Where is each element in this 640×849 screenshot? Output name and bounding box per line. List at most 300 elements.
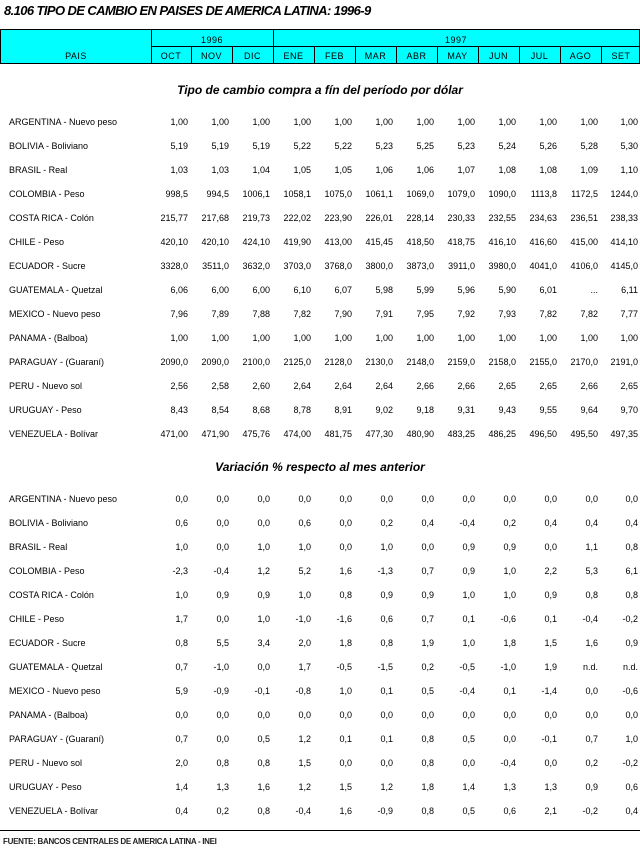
value-cell: 5,5 — [216, 638, 229, 648]
country-label: URUGUAY - Peso — [9, 405, 82, 415]
country-label: ECUADOR - Sucre — [9, 638, 86, 648]
value-cell: 1,03 — [170, 165, 188, 175]
header-month-may: MAY — [447, 51, 468, 61]
value-cell: 1,1 — [585, 542, 598, 552]
value-cell: 1,5 — [339, 782, 352, 792]
value-cell: 0,9 — [462, 542, 475, 552]
value-cell: 9,70 — [620, 405, 638, 415]
value-cell: 1,6 — [585, 638, 598, 648]
value-cell: 480,90 — [406, 429, 434, 439]
value-cell: 8,68 — [252, 405, 270, 415]
value-cell: 0,9 — [257, 590, 270, 600]
value-cell: 1,6 — [339, 566, 352, 576]
value-cell: 3800,0 — [365, 261, 393, 271]
value-cell: 0,8 — [585, 590, 598, 600]
value-cell: 2100,0 — [242, 357, 270, 367]
table-row — [0, 758, 640, 772]
value-cell: 1,0 — [462, 638, 475, 648]
value-cell: 1,8 — [421, 782, 434, 792]
country-label: ARGENTINA - Nuevo peso — [9, 494, 118, 504]
value-cell: 418,75 — [447, 237, 475, 247]
value-cell: 1,0 — [503, 566, 516, 576]
table-row — [0, 309, 640, 323]
country-label: VENEZUELA - Bolívar — [9, 806, 99, 816]
table-row — [0, 381, 640, 395]
value-cell: 0,0 — [257, 518, 270, 528]
value-cell: -0,4 — [500, 758, 516, 768]
value-cell: 6,01 — [539, 285, 557, 295]
value-cell: 1,00 — [252, 117, 270, 127]
value-cell: 4145,0 — [610, 261, 638, 271]
value-cell: 0,0 — [216, 518, 229, 528]
value-cell: 0,9 — [544, 590, 557, 600]
table-row — [0, 614, 640, 628]
value-cell: 0,0 — [216, 542, 229, 552]
value-cell: 0,7 — [175, 734, 188, 744]
value-cell: 0,9 — [585, 782, 598, 792]
value-cell: 5,99 — [416, 285, 434, 295]
value-cell: 0,0 — [544, 710, 557, 720]
value-cell: 7,88 — [252, 309, 270, 319]
value-cell: 3873,0 — [406, 261, 434, 271]
value-cell: 6,07 — [334, 285, 352, 295]
table-row — [0, 806, 640, 820]
value-cell: 1,7 — [298, 662, 311, 672]
value-cell: 416,10 — [488, 237, 516, 247]
value-cell: 1,4 — [175, 782, 188, 792]
value-cell: 3511,0 — [202, 261, 229, 271]
value-cell: 8,54 — [211, 405, 229, 415]
value-cell: 0,2 — [421, 662, 434, 672]
value-cell: 0,0 — [216, 710, 229, 720]
value-cell: 0,2 — [585, 758, 598, 768]
value-cell: 1,0 — [298, 590, 311, 600]
table-row — [0, 734, 640, 748]
value-cell: 0,0 — [257, 710, 270, 720]
value-cell: 6,06 — [170, 285, 188, 295]
value-cell: 1,0 — [462, 590, 475, 600]
value-cell: -0,2 — [622, 614, 638, 624]
value-cell: 1244,0 — [610, 189, 638, 199]
value-cell: 2,2 — [544, 566, 557, 576]
value-cell: 0,8 — [380, 638, 393, 648]
value-cell: 0,1 — [380, 734, 393, 744]
value-cell: -0,5 — [336, 662, 352, 672]
table-row — [0, 542, 640, 556]
value-cell: 222,02 — [283, 213, 311, 223]
value-cell: 7,82 — [580, 309, 598, 319]
country-label: PERU - Nuevo sol — [9, 381, 83, 391]
value-cell: 0,9 — [380, 590, 393, 600]
source-footer: FUENTE: BANCOS CENTRALES DE AMERICA LATINA - INEI — [3, 837, 217, 846]
value-cell: 6,00 — [211, 285, 229, 295]
value-cell: 0,0 — [544, 542, 557, 552]
value-cell: 0,8 — [257, 758, 270, 768]
value-cell: 7,77 — [620, 309, 638, 319]
value-cell: 3,4 — [257, 638, 270, 648]
value-cell: -0,4 — [459, 518, 475, 528]
table-row — [0, 357, 640, 371]
value-cell: 1075,0 — [324, 189, 352, 199]
value-cell: n.d. — [622, 662, 638, 672]
value-cell: 4041,0 — [529, 261, 557, 271]
value-cell: 0,9 — [625, 638, 638, 648]
value-cell: 0,0 — [175, 494, 188, 504]
value-cell: -0,9 — [213, 686, 229, 696]
header-month-oct: OCT — [160, 51, 182, 61]
value-cell: 9,55 — [539, 405, 557, 415]
value-cell: 2,64 — [293, 381, 311, 391]
value-cell: 0,0 — [216, 734, 229, 744]
header-year-1996: 1996 — [200, 35, 224, 45]
value-cell: 1,0 — [257, 614, 270, 624]
value-cell: 0,1 — [544, 614, 557, 624]
value-cell: 7,93 — [498, 309, 516, 319]
value-cell: 2,66 — [416, 381, 434, 391]
value-cell: 1,09 — [580, 165, 598, 175]
value-cell: 0,0 — [544, 758, 557, 768]
value-cell: 1,0 — [257, 542, 270, 552]
value-cell: 0,5 — [462, 734, 475, 744]
value-cell: 0,1 — [503, 686, 516, 696]
value-cell: 1,06 — [375, 165, 393, 175]
country-label: PANAMA - (Balboa) — [9, 333, 88, 343]
country-label: ARGENTINA - Nuevo peso — [9, 117, 118, 127]
value-cell: 226,01 — [365, 213, 393, 223]
value-cell: 3768,0 — [324, 261, 352, 271]
table-title: 8.106 TIPO DE CAMBIO EN PAISES DE AMERICA LATINA: 1996-9 — [4, 3, 371, 18]
country-label: MEXICO - Nuevo peso — [9, 309, 101, 319]
country-label: COLOMBIA - Peso — [9, 566, 85, 576]
value-cell: 1113,8 — [530, 189, 557, 199]
value-cell: 232,55 — [488, 213, 516, 223]
table-row — [0, 518, 640, 532]
country-label: BRASIL - Real — [9, 542, 68, 552]
value-cell: 2130,0 — [365, 357, 393, 367]
value-cell: -1,6 — [336, 614, 352, 624]
country-label: COLOMBIA - Peso — [9, 189, 85, 199]
value-cell: 1,00 — [416, 333, 434, 343]
header-month-ago: AGO — [569, 51, 592, 61]
value-cell: 5,90 — [498, 285, 516, 295]
value-cell: 6,10 — [293, 285, 311, 295]
table-row — [0, 782, 640, 796]
value-cell: 496,50 — [529, 429, 557, 439]
value-cell: 3703,0 — [283, 261, 311, 271]
value-cell: 416,60 — [529, 237, 557, 247]
value-cell: 1,00 — [457, 117, 475, 127]
country-label: BRASIL - Real — [9, 165, 68, 175]
value-cell: 0,0 — [380, 494, 393, 504]
value-cell: 0,6 — [175, 518, 188, 528]
value-cell: 481,75 — [324, 429, 352, 439]
table-row — [0, 141, 640, 155]
country-label: PERU - Nuevo sol — [9, 758, 83, 768]
value-cell: 1,2 — [298, 782, 311, 792]
value-cell: 0,0 — [339, 518, 352, 528]
value-cell: 1,05 — [334, 165, 352, 175]
table-row — [0, 285, 640, 299]
value-cell: 1,07 — [457, 165, 475, 175]
value-cell: 1,0 — [339, 686, 352, 696]
value-cell: 1,00 — [211, 333, 229, 343]
value-cell: 1090,0 — [488, 189, 516, 199]
value-cell: 0,2 — [503, 518, 516, 528]
value-cell: 0,7 — [421, 614, 434, 624]
country-label: MEXICO - Nuevo peso — [9, 686, 101, 696]
value-cell: 994,5 — [206, 189, 229, 199]
value-cell: 2158,0 — [488, 357, 516, 367]
value-cell: 0,8 — [421, 734, 434, 744]
value-cell: 0,0 — [503, 734, 516, 744]
country-label: CHILE - Peso — [9, 237, 65, 247]
value-cell: 5,2 — [298, 566, 311, 576]
value-cell: 2148,0 — [406, 357, 434, 367]
table-row — [0, 638, 640, 652]
value-cell: 223,90 — [324, 213, 352, 223]
value-cell: 7,91 — [375, 309, 393, 319]
value-cell: 486,25 — [488, 429, 516, 439]
value-cell: -0,5 — [459, 662, 475, 672]
value-cell: 415,45 — [365, 237, 393, 247]
value-cell: 0,6 — [298, 518, 311, 528]
value-cell: -0,4 — [459, 686, 475, 696]
value-cell: 1,0 — [503, 590, 516, 600]
table-row — [0, 686, 640, 700]
value-cell: 1,00 — [170, 117, 188, 127]
value-cell: 0,8 — [216, 758, 229, 768]
header-month-feb: FEB — [324, 51, 344, 61]
value-cell: 0,0 — [380, 758, 393, 768]
value-cell: 1,03 — [211, 165, 229, 175]
value-cell: 420,10 — [160, 237, 188, 247]
value-cell: 0,0 — [503, 710, 516, 720]
value-cell: 5,19 — [252, 141, 270, 151]
table-row — [0, 117, 640, 131]
value-cell: 2128,0 — [324, 357, 352, 367]
value-cell: 0,1 — [380, 686, 393, 696]
value-cell: 2,66 — [580, 381, 598, 391]
value-cell: 1061,1 — [365, 189, 393, 199]
value-cell: -0,4 — [295, 806, 311, 816]
value-cell: 0,4 — [625, 518, 638, 528]
value-cell: 7,90 — [334, 309, 352, 319]
value-cell: 0,0 — [257, 494, 270, 504]
value-cell: 1,00 — [375, 117, 393, 127]
value-cell: 5,3 — [585, 566, 598, 576]
value-cell: 9,02 — [375, 405, 393, 415]
value-cell: 5,28 — [580, 141, 598, 151]
value-cell: 5,22 — [334, 141, 352, 151]
country-label: ECUADOR - Sucre — [9, 261, 86, 271]
value-cell: 0,9 — [421, 590, 434, 600]
value-cell: 1,4 — [462, 782, 475, 792]
value-cell: 238,33 — [610, 213, 638, 223]
country-label: BOLIVIA - Boliviano — [9, 518, 89, 528]
section-title: Tipo de cambio compra a fín del período por dólar — [177, 83, 463, 97]
value-cell: 474,00 — [283, 429, 311, 439]
value-cell: 0,0 — [380, 710, 393, 720]
table-row — [0, 213, 640, 227]
value-cell: 471,90 — [201, 429, 229, 439]
value-cell: 1,00 — [334, 333, 352, 343]
value-cell: 0,2 — [216, 806, 229, 816]
value-cell: -0,4 — [582, 614, 598, 624]
value-cell: 8,91 — [334, 405, 352, 415]
value-cell: 1,00 — [620, 333, 638, 343]
value-cell: -0,6 — [622, 686, 638, 696]
table-row — [0, 590, 640, 604]
value-cell: 5,98 — [375, 285, 393, 295]
value-cell: 1,8 — [339, 638, 352, 648]
value-cell: 2,60 — [252, 381, 270, 391]
value-cell: 0,0 — [421, 542, 434, 552]
value-cell: 998,5 — [165, 189, 188, 199]
value-cell: 0,8 — [421, 758, 434, 768]
value-cell: 3980,0 — [488, 261, 516, 271]
value-cell: 7,95 — [416, 309, 434, 319]
value-cell: 424,10 — [242, 237, 270, 247]
table-row — [0, 710, 640, 724]
value-cell: 1,3 — [503, 782, 516, 792]
value-cell: 1,00 — [580, 117, 598, 127]
value-cell: 1,00 — [498, 333, 516, 343]
value-cell: n.d. — [582, 662, 598, 672]
value-cell: 0,4 — [585, 518, 598, 528]
value-cell: 0,7 — [175, 662, 188, 672]
value-cell: 9,43 — [498, 405, 516, 415]
value-cell: 0,0 — [585, 494, 598, 504]
table-row — [0, 566, 640, 580]
value-cell: 0,6 — [503, 806, 516, 816]
header-pais: PAIS — [65, 51, 87, 61]
value-cell: 0,0 — [339, 710, 352, 720]
table-row — [0, 494, 640, 508]
value-cell: 9,18 — [416, 405, 434, 415]
value-cell: 5,25 — [416, 141, 434, 151]
value-cell: 1,0 — [625, 734, 638, 744]
table-row — [0, 333, 640, 347]
value-cell: 219,73 — [242, 213, 270, 223]
value-cell: 415,00 — [570, 237, 598, 247]
value-cell: 1,0 — [380, 542, 393, 552]
value-cell: 471,00 — [160, 429, 188, 439]
value-cell: -0,2 — [582, 806, 598, 816]
country-label: VENEZUELA - Bolívar — [9, 429, 99, 439]
header-month-jun: JUN — [489, 51, 508, 61]
value-cell: -0,4 — [213, 566, 229, 576]
value-cell: 413,00 — [324, 237, 352, 247]
value-cell: 0,0 — [339, 542, 352, 552]
value-cell: 420,10 — [201, 237, 229, 247]
header-year-1997: 1997 — [444, 35, 468, 45]
value-cell: 3328,0 — [160, 261, 188, 271]
value-cell: 2090,0 — [201, 357, 229, 367]
value-cell: 1,00 — [620, 117, 638, 127]
value-cell: 0,5 — [462, 806, 475, 816]
value-cell: 1,00 — [252, 333, 270, 343]
value-cell: 1,00 — [457, 333, 475, 343]
value-cell: 1,08 — [539, 165, 557, 175]
value-cell: 9,64 — [580, 405, 598, 415]
value-cell: 0,6 — [625, 782, 638, 792]
value-cell: 3632,0 — [242, 261, 270, 271]
value-cell: -0,8 — [295, 686, 311, 696]
value-cell: 0,7 — [585, 734, 598, 744]
value-cell: 0,8 — [625, 542, 638, 552]
value-cell: -2,3 — [172, 566, 188, 576]
value-cell: 483,25 — [447, 429, 475, 439]
value-cell: 1,6 — [339, 806, 352, 816]
value-cell: 1,9 — [421, 638, 434, 648]
value-cell: 2191,0 — [610, 357, 638, 367]
value-cell: 495,50 — [570, 429, 598, 439]
table-row — [0, 662, 640, 676]
value-cell: 2,65 — [620, 381, 638, 391]
value-cell: 0,0 — [462, 710, 475, 720]
value-cell: 1,2 — [298, 734, 311, 744]
bottom-rule — [0, 830, 640, 831]
value-cell: 1,00 — [416, 117, 434, 127]
value-cell: 0,0 — [421, 710, 434, 720]
value-cell: 5,19 — [170, 141, 188, 151]
header-month-mar: MAR — [364, 51, 387, 61]
value-cell: 2155,0 — [529, 357, 557, 367]
value-cell: 0,6 — [380, 614, 393, 624]
country-label: PANAMA - (Balboa) — [9, 710, 88, 720]
value-cell: 0,1 — [339, 734, 352, 744]
table-row — [0, 405, 640, 419]
value-cell: 2170,0 — [570, 357, 598, 367]
country-label: PARAGUAY - (Guaraní) — [9, 734, 105, 744]
value-cell: 0,0 — [339, 758, 352, 768]
header-month-abr: ABR — [406, 51, 427, 61]
value-cell: 2125,0 — [283, 357, 311, 367]
value-cell: 3911,0 — [448, 261, 475, 271]
value-cell: 1,00 — [539, 333, 557, 343]
value-cell: 1,04 — [252, 165, 270, 175]
table-row — [0, 429, 640, 443]
value-cell: 5,23 — [375, 141, 393, 151]
value-cell: 2159,0 — [447, 357, 475, 367]
value-cell: 1,6 — [257, 782, 270, 792]
value-cell: 1,00 — [293, 117, 311, 127]
value-cell: 7,96 — [170, 309, 188, 319]
value-cell: 0,0 — [585, 710, 598, 720]
value-cell: 5,96 — [457, 285, 475, 295]
value-cell: 7,92 — [457, 309, 475, 319]
value-cell: -1,0 — [213, 662, 229, 672]
country-label: BOLIVIA - Boliviano — [9, 141, 89, 151]
value-cell: -0,6 — [500, 614, 516, 624]
value-cell: 0,5 — [257, 734, 270, 744]
value-cell: 1,00 — [580, 333, 598, 343]
value-cell: 0,0 — [216, 494, 229, 504]
value-cell: 2,0 — [298, 638, 311, 648]
value-cell: 0,0 — [544, 494, 557, 504]
value-cell: 475,76 — [242, 429, 270, 439]
value-cell: -0,1 — [541, 734, 557, 744]
value-cell: 1,0 — [175, 590, 188, 600]
header-month-dic: DIC — [244, 51, 261, 61]
value-cell: 2,65 — [539, 381, 557, 391]
value-cell: 0,1 — [462, 614, 475, 624]
value-cell: 1,00 — [211, 117, 229, 127]
value-cell: 2090,0 — [160, 357, 188, 367]
value-cell: 1069,0 — [406, 189, 434, 199]
country-label: GUATEMALA - Quetzal — [9, 662, 103, 672]
value-cell: 414,10 — [610, 237, 638, 247]
